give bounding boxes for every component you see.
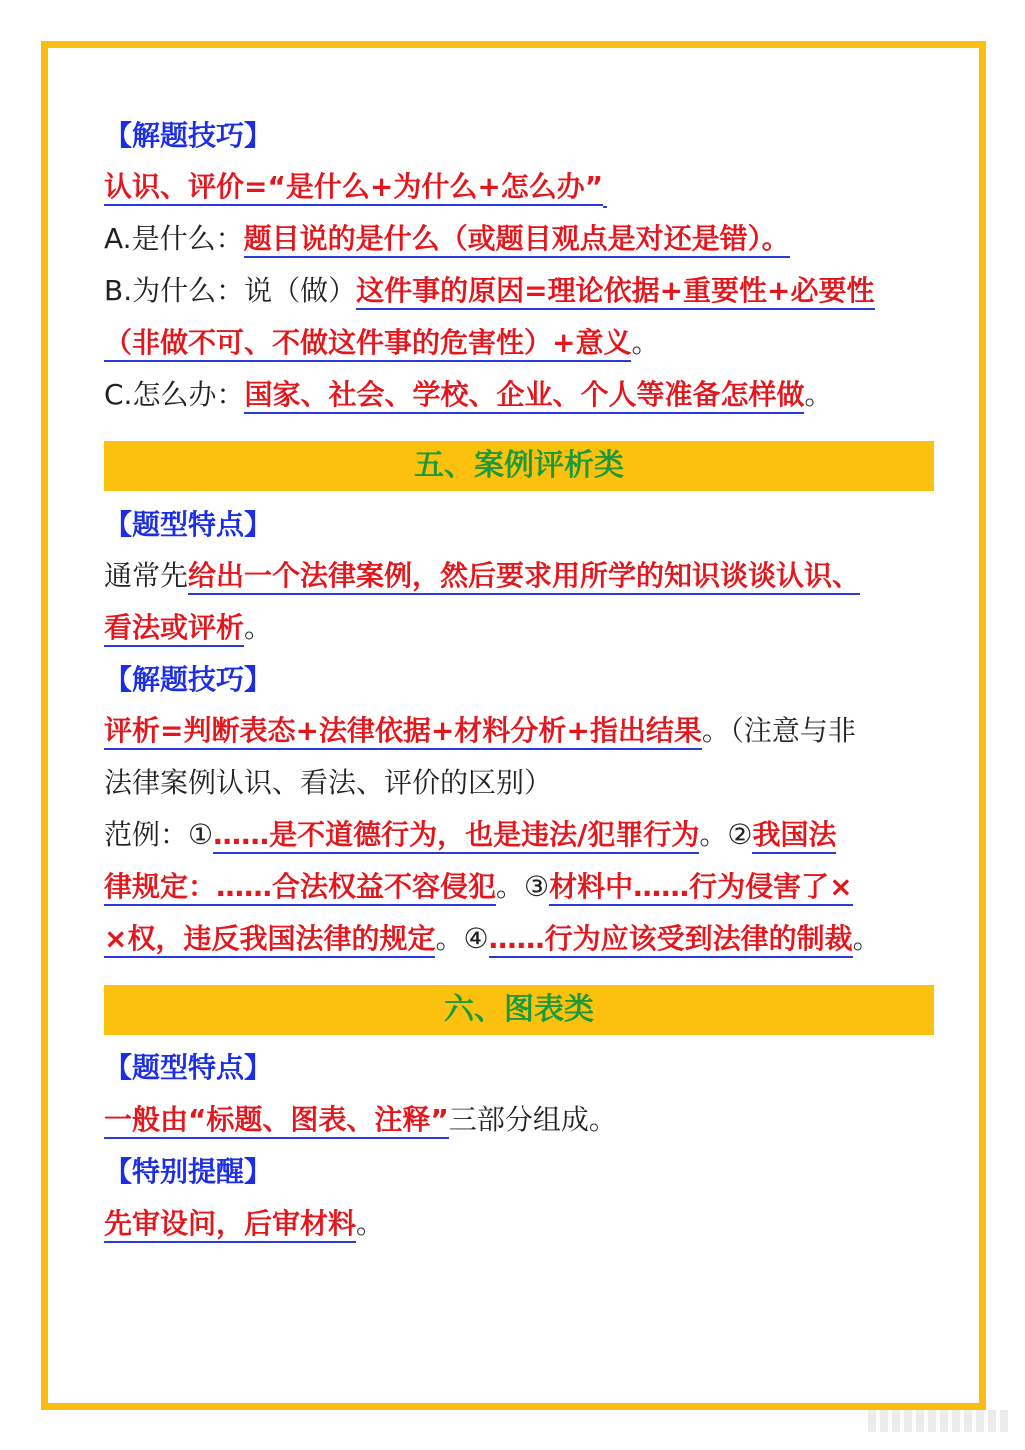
formula-line <box>104 169 607 208</box>
tag-tips-1: 【解题技巧】 <box>104 119 273 152</box>
line-f5-1 <box>104 558 860 594</box>
ex-1: ……是不道德行为，也是违法/犯罪行为 <box>213 818 699 854</box>
watermark <box>868 1410 1008 1432</box>
f5-end: 。 <box>244 611 273 644</box>
ex-mid-1: 。② <box>699 818 753 851</box>
tag-remind: 【特别提醒】 <box>104 1155 273 1188</box>
c-text: 国家、社会、学校、企业、个人等准备怎样做 <box>244 378 804 414</box>
f6-red: 一般由“标题、图表、注释” <box>104 1103 449 1139</box>
line-t5-2 <box>104 765 552 801</box>
c-label: C.怎么办： <box>104 378 245 411</box>
section-5-banner: 五、案例评析类 <box>104 441 934 491</box>
section-6-banner: 六、图表类 <box>104 985 934 1035</box>
b-end: 。 <box>631 326 660 359</box>
remind-red: 先审设问，后审材料 <box>104 1207 356 1243</box>
line-ex-1 <box>104 817 836 853</box>
ex-mid-3: 。④ <box>435 922 489 955</box>
line-c <box>104 377 832 413</box>
ex-2b: 律规定：……合法权益不容侵犯 <box>104 870 496 906</box>
line-f5-2 <box>104 610 272 646</box>
line-a <box>104 221 790 257</box>
formula-underline-tail <box>603 169 607 208</box>
page-frame <box>41 41 986 1410</box>
ex-label: 范例：① <box>104 818 214 851</box>
line-b2 <box>104 325 659 361</box>
f6-plain: 三部分组成。 <box>448 1103 617 1136</box>
ex-3b: ×权，违反我国法律的规定 <box>104 922 435 958</box>
c-end: 。 <box>804 378 833 411</box>
remind-end: 。 <box>356 1207 385 1240</box>
b-label: B.为什么：说（做） <box>104 274 357 307</box>
line-t5-1 <box>104 713 856 749</box>
t5-red: 评析=判断表态+法律依据+材料分析+指出结果 <box>104 714 702 750</box>
formula: 认识、评价=“是什么+为什么+怎么办” <box>104 170 603 206</box>
a-text: 题目说的是什么（或题目观点是对还是错）。 <box>244 222 790 258</box>
f5-text-2: 看法或评析 <box>104 611 244 647</box>
ex-2a: 我国法 <box>752 818 836 854</box>
f5-pre: 通常先 <box>104 559 189 592</box>
ex-end: 。 <box>852 922 881 955</box>
ex-3a: 材料中……行为侵害了× <box>549 870 852 906</box>
f5-text-1: 给出一个法律案例，然后要求用所学的知识谈谈认识、 <box>188 559 860 595</box>
line-b1 <box>104 273 875 309</box>
ex-mid-2: 。③ <box>496 870 550 903</box>
a-label: A.是什么： <box>104 222 244 255</box>
tag-feature-5: 【题型特点】 <box>104 508 273 541</box>
tag-feature-6: 【题型特点】 <box>104 1051 273 1084</box>
line-ex-2 <box>104 869 853 905</box>
b-text-1: 这件事的原因=理论依据+重要性+必要性 <box>356 274 874 310</box>
line-remind <box>104 1206 384 1242</box>
b-text-2: （非做不可、不做这件事的危害性）+意义 <box>104 326 631 362</box>
t5-plain-2: 法律案例认识、看法、评价的区别） <box>104 766 553 799</box>
line-f6 <box>104 1102 617 1138</box>
tag-tips-5: 【解题技巧】 <box>104 663 273 696</box>
t5-plain-1: 。（注意与非 <box>701 714 856 747</box>
line-ex-3 <box>104 921 881 957</box>
ex-4: ……行为应该受到法律的制裁 <box>489 922 853 958</box>
